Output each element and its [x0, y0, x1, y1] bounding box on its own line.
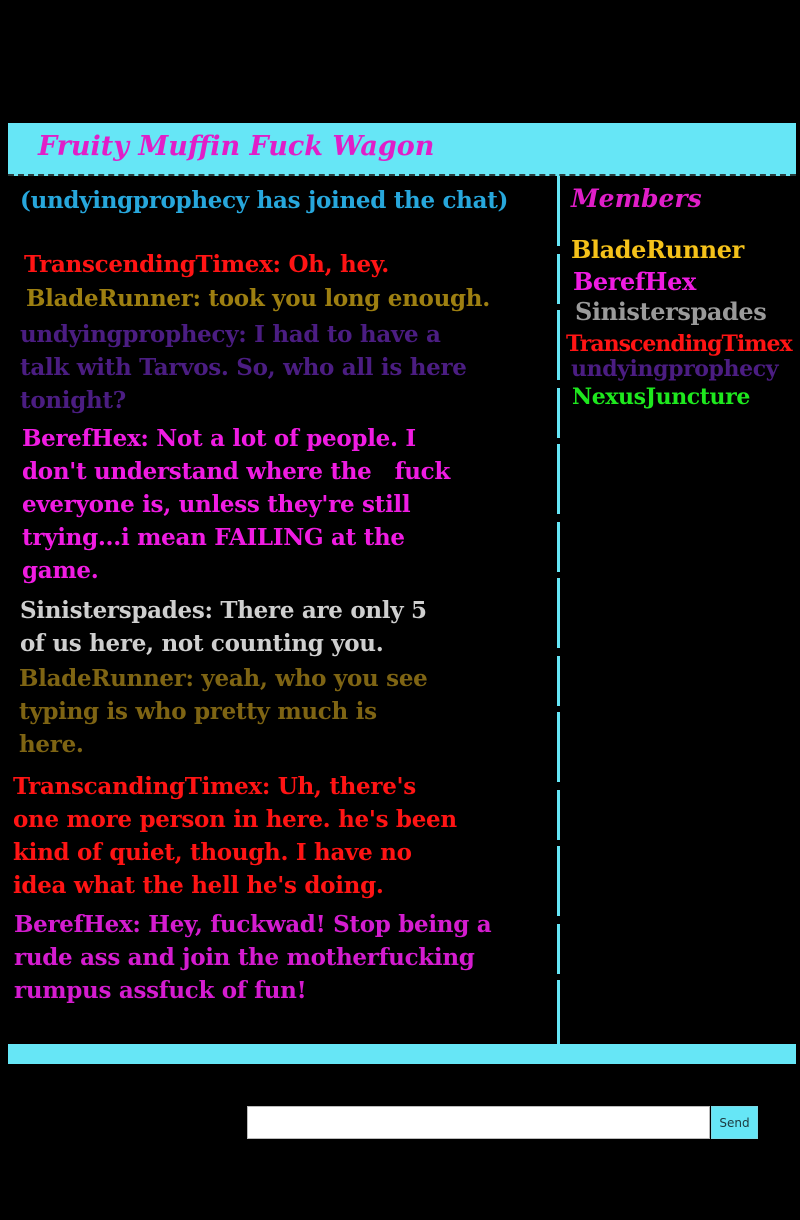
member-berefhex[interactable]: BerefHex — [573, 267, 696, 296]
chat-message: BladeRunner: took you long enough. — [26, 285, 490, 312]
members-title: Members — [571, 184, 702, 213]
member-undyingprophecy[interactable]: undyingprophecy — [571, 356, 779, 382]
message-input[interactable] — [247, 1106, 710, 1139]
chat-message: BerefHex: Not a lot of people. I don't understand where the fuck everyone is, unless they're still trying...i mean FAILING at the game. — [22, 425, 450, 584]
chat-footer-bar — [8, 1044, 796, 1064]
send-button[interactable]: Send — [711, 1106, 758, 1139]
join-notice: (undyingprophecy has joined the chat) — [20, 187, 509, 214]
member-nexusjuncture[interactable]: NexusJuncture — [572, 384, 750, 410]
chat-message: undyingprophecy: I had to have a talk with Tarvos. So, who all is here tonight? — [20, 321, 467, 414]
members-panel — [562, 176, 798, 1044]
chat-message: BerefHex: Hey, fuckwad! Stop being a rude ass and join the motherfucking rumpus assfuck of fun! — [14, 911, 492, 1004]
member-bladerunner[interactable]: BladeRunner — [571, 235, 744, 264]
chat-log[interactable] — [8, 176, 556, 1044]
chat-message: BladeRunner: yeah, who you see typing is who pretty much is here. — [19, 665, 428, 758]
chat-title: Fruity Muffin Fuck Wagon — [38, 131, 435, 162]
member-transcendingtimex[interactable]: TranscendingTimex — [566, 331, 792, 357]
chat-message: TranscandingTimex: Uh, there's one more person in here. he's been kind of quiet, though. I have no idea what the hell he's doing. — [13, 773, 457, 899]
chat-message: Sinisterspades: There are only 5 of us here, not counting you. — [20, 597, 427, 657]
chat-title-bar — [8, 123, 796, 176]
member-sinisterspades[interactable]: Sinisterspades — [575, 297, 767, 326]
panel-divider — [557, 176, 560, 1044]
chat-message: TranscendingTimex: Oh, hey. — [24, 251, 389, 278]
